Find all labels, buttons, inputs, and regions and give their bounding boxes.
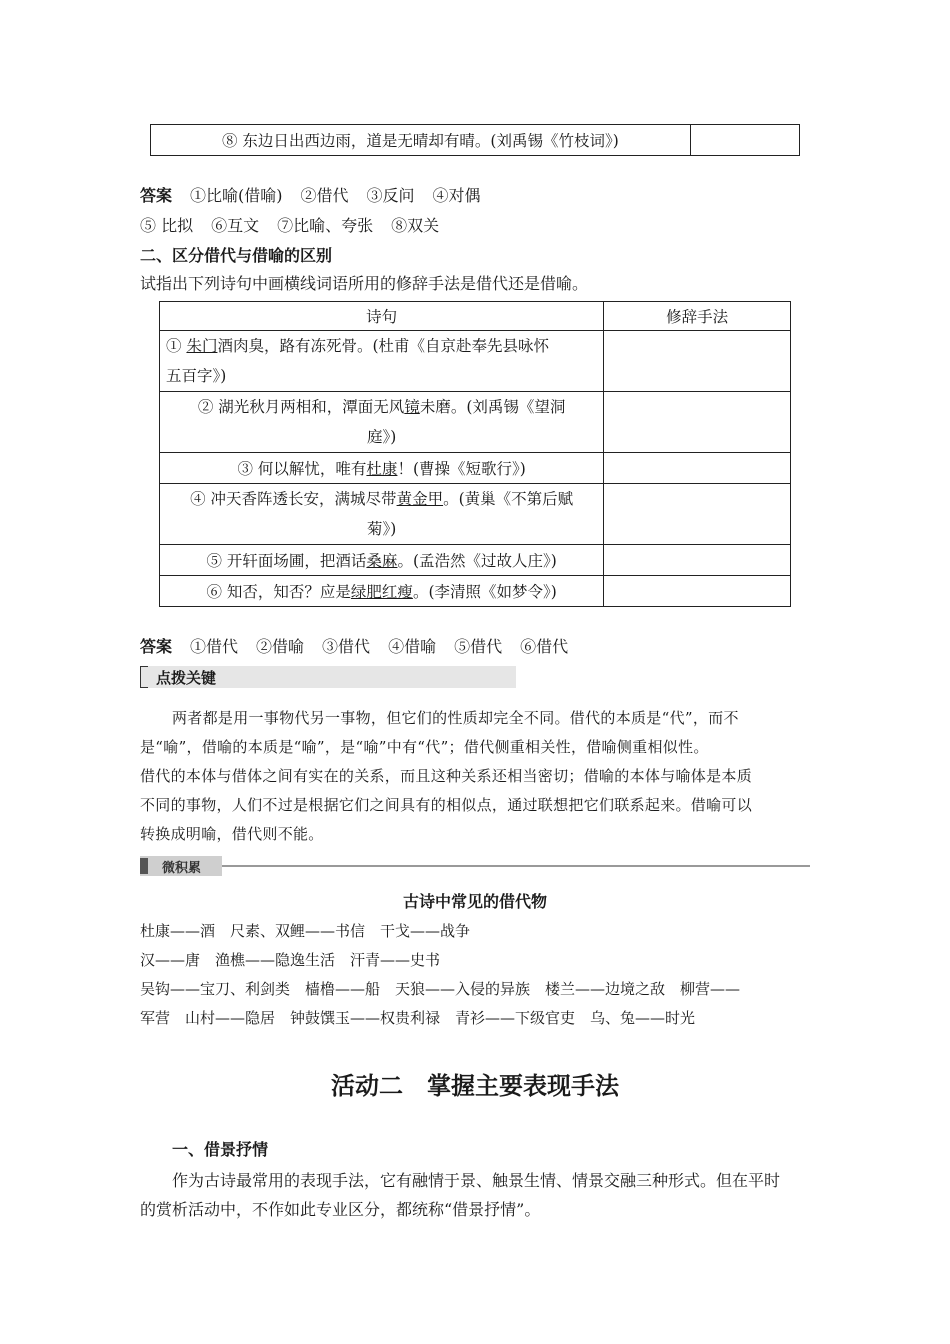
answer-item: ⑤借代 [454, 637, 503, 656]
underlined-term: 镜 [404, 398, 420, 416]
poem-text: ① [166, 337, 187, 355]
poem-text: 庭》) [366, 428, 397, 446]
activity2-sub: 一、借景抒情 [172, 1140, 269, 1159]
poem-text: ⑤ 开轩面场圃，把酒话 [206, 552, 367, 570]
method-cell [604, 453, 791, 484]
method-cell [604, 576, 791, 607]
key-point-banner [140, 666, 516, 688]
method-cell [604, 392, 791, 453]
method-cell [604, 545, 791, 576]
micro-line: 吴钩——宝刀、利剑类 樯橹——船 天狼——入侵的异族 楼兰——边境之敌 柳营—— [140, 980, 741, 998]
answer-item: ④借喻 [388, 637, 437, 656]
micro-line: 汉——唐 渔樵——隐逸生活 汗青——史书 [140, 951, 441, 969]
poem-text: 五百字》) [166, 367, 227, 385]
underlined-term: 朱门 [186, 337, 218, 355]
poem-text: ⑥ 知否，知否？应是 [206, 583, 351, 601]
poem-text: 。(黄巢《不第后赋 [443, 490, 574, 508]
section2-heading: 二、区分借代与借喻的区别 [140, 246, 333, 265]
answer-item: ⑦比喻、夸张 [277, 216, 374, 235]
answer-item: ①比喻(借喻) [190, 186, 283, 205]
table-row [160, 453, 604, 484]
paragraph-line: 的赏析活动中，不作如此专业区分，都统称“借景抒情”。 [140, 1200, 541, 1219]
paragraph-line: 借代的本体与借体之间有实在的关系，而且这种关系还相当密切；借喻的本体与喻体是本质 [140, 767, 753, 785]
paragraph-line: 是“喻”，借喻的本质是“喻”，是“喻”中有“代”；借代侧重相关性，借喻侧重相似性。 [140, 738, 709, 756]
poem-text: 。(李清照《如梦令》) [412, 583, 557, 601]
micro-list [140, 917, 740, 1033]
answer-item: ⑤ 比拟 [140, 216, 194, 235]
key-point-paragraph [140, 704, 820, 849]
table-row [160, 576, 604, 607]
answer-item: ⑥互文 [211, 216, 260, 235]
poem-text: 未磨。(刘禹锡《望洞 [419, 398, 566, 416]
answer1-line1 [140, 186, 481, 206]
answer-item: ③反问 [366, 186, 415, 205]
col-poem-header: 诗句 [160, 302, 604, 331]
answer-item: ⑥借代 [520, 637, 569, 656]
poem-text: ② 湖光秋月两相和，潭面无风 [197, 398, 405, 416]
rhetoric-table [159, 301, 791, 607]
micro-banner [140, 856, 810, 876]
table-row [160, 392, 604, 453]
answer-item: ④对偶 [432, 186, 481, 205]
underlined-term: 绿肥红瘦 [350, 583, 413, 601]
answer-label: 答案 [140, 637, 173, 656]
top-table-row8-answer [690, 125, 799, 156]
micro-heading: 古诗中常见的借代物 [402, 892, 547, 911]
top-table [150, 124, 800, 156]
poem-text: 。(孟浩然《过故人庄》) [397, 552, 557, 570]
micro-line: 杜康——酒 尺素、双鲤——书信 干戈——战争 [140, 922, 471, 940]
answer-item: ②借代 [300, 186, 349, 205]
table-row [160, 545, 604, 576]
underlined-term: 杜康 [366, 460, 398, 478]
paragraph-line: 不同的事物，人们不过是根据它们之间具有的相似点，通过联想把它们联系起来。借喻可以 [140, 796, 753, 814]
table-row [160, 484, 604, 545]
micro-line: 军营 山村——隐居 钟鼓馔玉——权贵利禄 青衫——下级官吏 乌、兔——时光 [140, 1009, 696, 1027]
key-point-title: 点拨关键 [156, 669, 217, 687]
answer2-line [140, 637, 568, 657]
paragraph-line: 作为古诗最常用的表现手法，它有融情于景、触景生情、情景交融三种形式。但在平时 [172, 1171, 781, 1190]
poem-text: ！(曹操《短歌行》) [397, 460, 526, 478]
bracket-icon [140, 666, 148, 688]
top-table-row8: ⑧ 东边日出西边雨，道是无晴却有晴。(刘禹锡《竹枝词》) [151, 125, 691, 156]
poem-text: ③ 何以解忧，唯有 [237, 460, 367, 478]
col-method-header: 修辞手法 [604, 302, 791, 331]
answer-label: 答案 [140, 186, 173, 205]
micro-title: 微积累 [162, 861, 202, 876]
activity2-paragraph [140, 1166, 820, 1224]
answer1-line2 [140, 216, 439, 236]
underlined-term: 桑麻 [366, 552, 398, 570]
poem-text: ④ 冲天香阵透长安，满城尽带 [190, 490, 397, 508]
method-cell [604, 331, 791, 392]
table-row [160, 331, 604, 392]
section2-instruction: 试指出下列诗句中画横线词语所用的修辞手法是借代还是借喻。 [140, 274, 589, 293]
paragraph-line: 两者都是用一事物代另一事物，但它们的性质却完全不同。借代的本质是“代”，而不 [172, 709, 739, 727]
activity2-title: 活动二 掌握主要表现手法 [331, 1072, 619, 1100]
poem-text: 菊》) [366, 520, 397, 538]
answer-item: ⑧双关 [391, 216, 440, 235]
answer-item: ①借代 [190, 637, 239, 656]
method-cell [604, 484, 791, 545]
underlined-term: 黄金甲 [396, 490, 444, 508]
paragraph-line: 转换成明喻，借代则不能。 [140, 825, 324, 843]
divider [222, 865, 810, 867]
tab-marker-icon [140, 858, 148, 874]
answer-item: ②借喻 [256, 637, 305, 656]
answer-item: ③借代 [322, 637, 371, 656]
poem-text: 酒肉臭，路有冻死骨。(杜甫《自京赴奉先县咏怀 [217, 337, 550, 355]
